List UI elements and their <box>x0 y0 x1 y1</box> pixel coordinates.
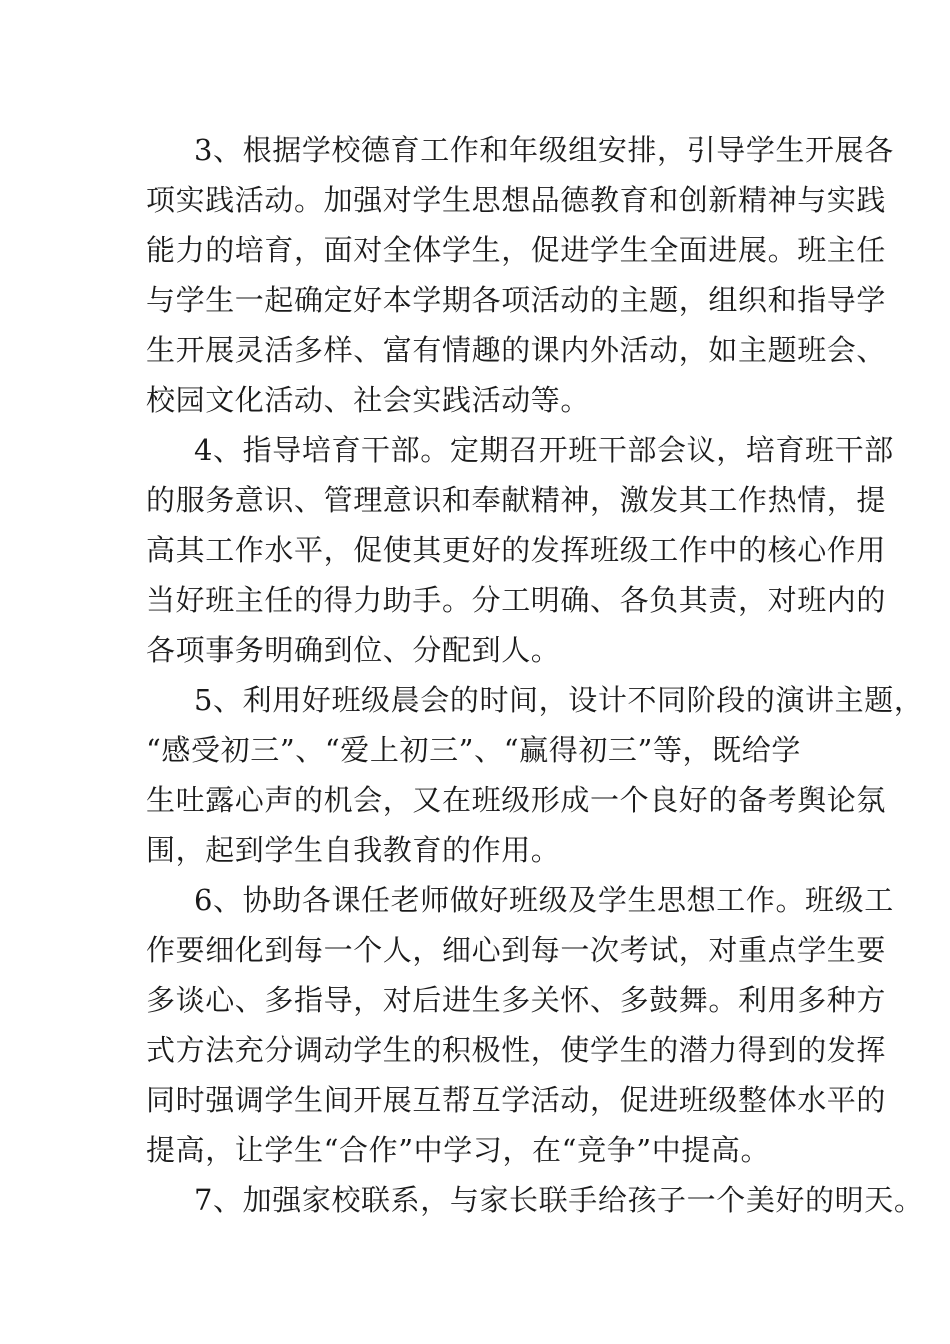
paragraph-4-line-6: 提高，让学生“合作”中学习，在“竞争”中提高。 <box>146 1133 771 1167</box>
paragraph-2-line-5: 各项事务明确到位、分配到人。 <box>146 633 561 667</box>
paragraph-3-line-1: 5、利用好班级晨会的时间，设计不同阶段的演讲主题， <box>194 683 924 717</box>
paragraph-4-line-1: 6、协助各课任老师做好班级及学生思想工作。班级工 <box>194 883 894 917</box>
paragraph-3-line-2: “感受初三”、“爱上初三”、“赢得初三”等，既给学 <box>146 733 801 767</box>
paragraph-1-line-6: 校园文化活动、社会实践活动等。 <box>146 383 591 417</box>
paragraph-1-line-4: 与学生一起确定好本学期各项活动的主题，组织和指导学 <box>146 283 887 317</box>
paragraph-1-line-3: 能力的培育，面对全体学生，促进学生全面进展。班主任 <box>146 233 887 267</box>
paragraph-2-line-3: 高其工作水平，促使其更好的发挥班级工作中的核心作用 <box>146 533 887 567</box>
paragraph-2-line-1: 4、指导培育干部。定期召开班干部会议，培育班干部 <box>194 433 894 467</box>
paragraph-4-line-3: 多谈心、多指导，对后进生多关怀、多鼓舞。利用多种方 <box>146 983 887 1017</box>
paragraph-4-line-5: 同时强调学生间开展互帮互学活动，促进班级整体水平的 <box>146 1083 887 1117</box>
paragraph-5-line-1: 7、加强家校联系，与家长联手给孩子一个美好的明天。 <box>194 1183 924 1217</box>
paragraph-3-line-3: 生吐露心声的机会，又在班级形成一个良好的备考舆论氛 <box>146 783 887 817</box>
paragraph-3-line-4: 围，起到学生自我教育的作用。 <box>146 833 561 867</box>
paragraph-1-line-5: 生开展灵活多样、富有情趣的课内外活动，如主题班会、 <box>146 333 887 367</box>
paragraph-2-line-2: 的服务意识、管理意识和奉献精神，激发其工作热情，提 <box>146 483 887 517</box>
paragraph-1-line-1: 3、根据学校德育工作和年级组安排，引导学生开展各 <box>194 133 894 167</box>
paragraph-4-line-4: 式方法充分调动学生的积极性，使学生的潜力得到的发挥 <box>146 1033 887 1067</box>
paragraph-4-line-2: 作要细化到每一个人，细心到每一次考试，对重点学生要 <box>146 933 887 967</box>
paragraph-2-line-4: 当好班主任的得力助手。分工明确、各负其责，对班内的 <box>146 583 887 617</box>
paragraph-1-line-2: 项实践活动。加强对学生思想品德教育和创新精神与实践 <box>146 183 887 217</box>
